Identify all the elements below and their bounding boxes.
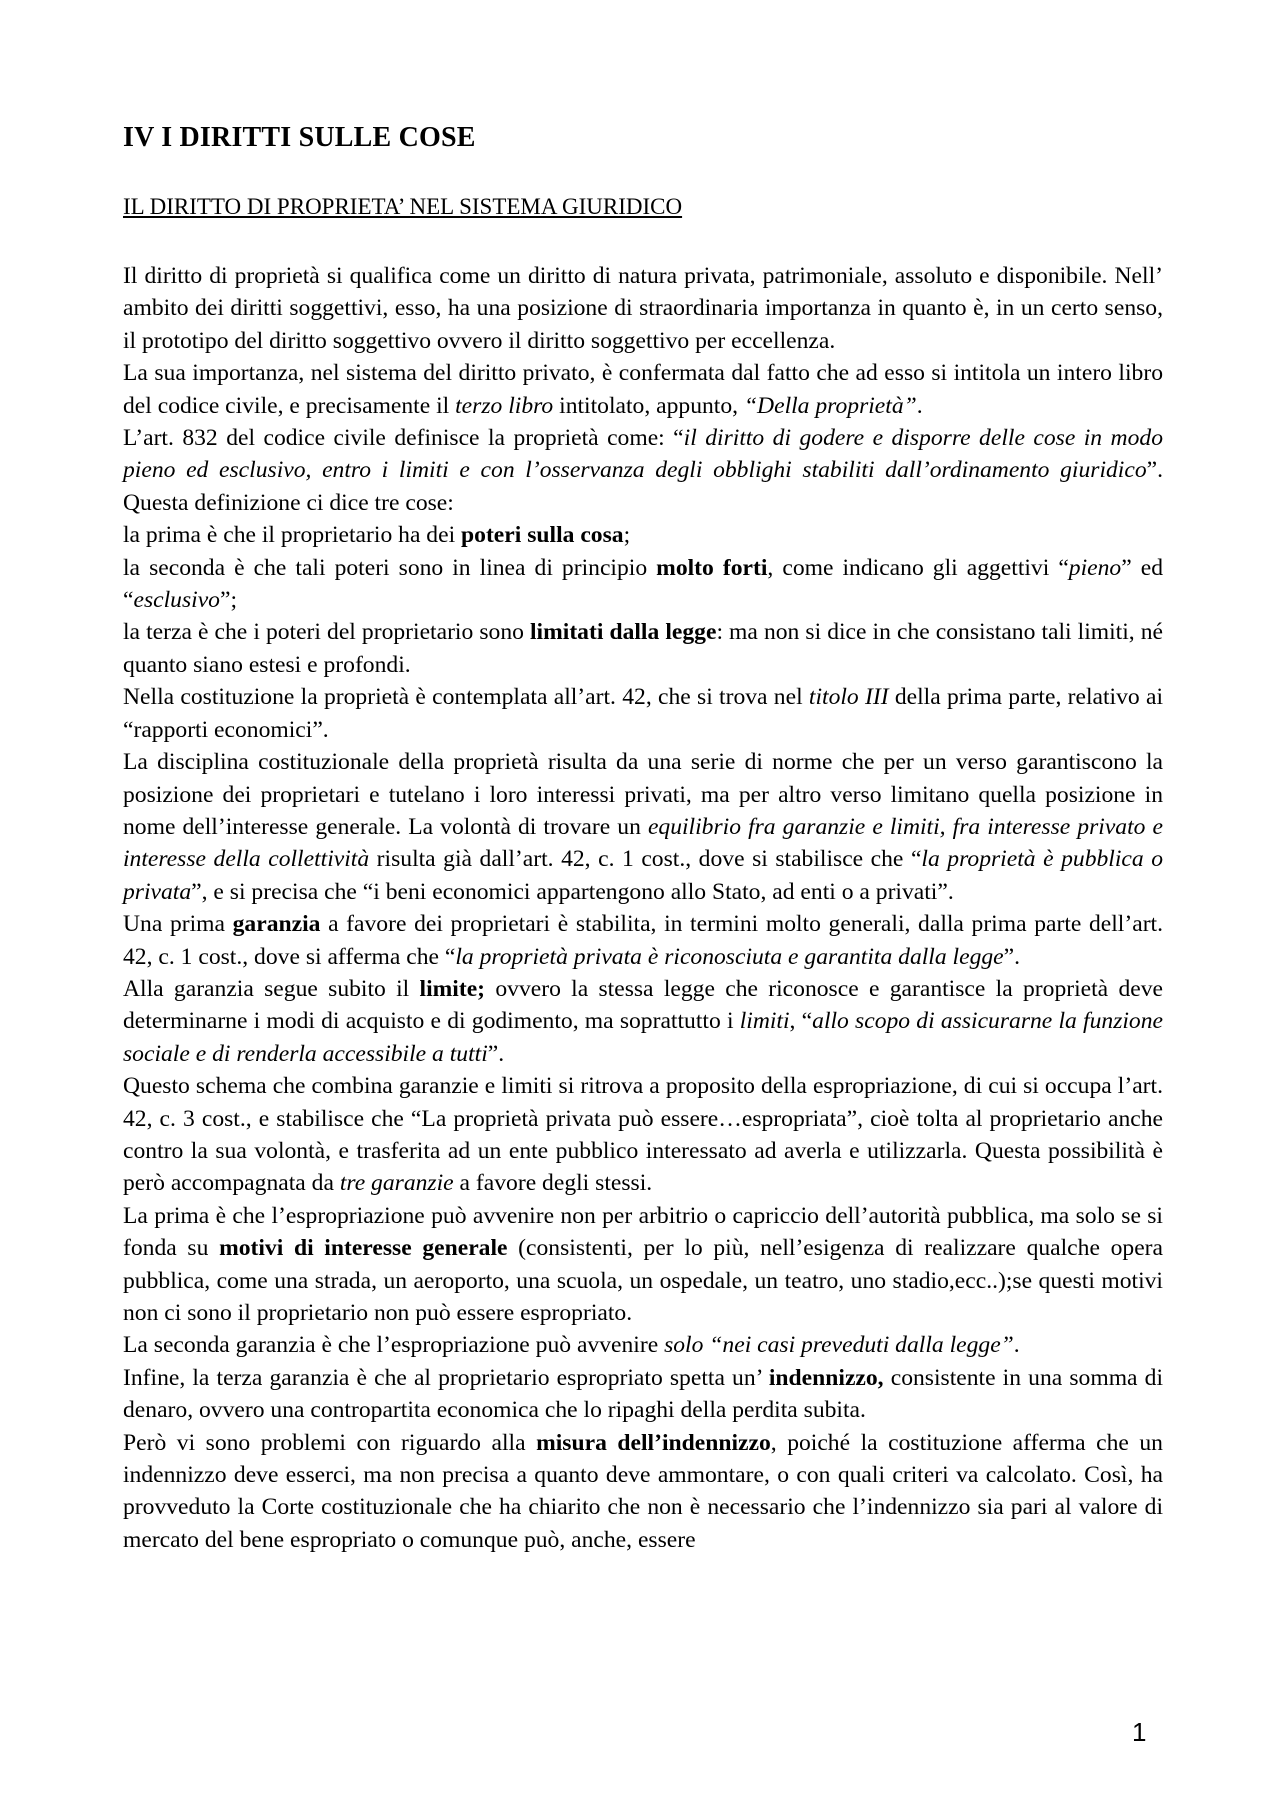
paragraph: [123, 422, 1163, 519]
text-run: ”;: [219, 587, 237, 614]
paragraph: [123, 1070, 1163, 1200]
chapter-title: IV I DIRITTI SULLE COSE: [123, 122, 476, 153]
text-run: la terza è che i poteri del proprietario sono: [123, 619, 530, 646]
text-run: Questo schema che combina garanzie e limiti si ritrova a proposito della espropriazione, di cui si occupa l’art. 42, c. 3 cost., e stabilisce che “La proprietà privata può essere…espropriata”, cioè tolta al proprietario anche contro la sua volontà, e trasferita ad un ente pubblico interessato ad averla e utilizzarla. Questa possibilità è però accompagnata da: [123, 1073, 1163, 1197]
text-run: ”.: [487, 1040, 505, 1067]
text-run: La disciplina costituzionale della proprietà risulta da una serie di norme che per un verso garantiscono la posizione dei proprietari e tutelano i loro interessi privati, ma per altro verso limitano quella posizione in nome dell’interesse generale. La volontà di trovare un: [123, 749, 1163, 840]
italic-text: tre garanzie: [339, 1170, 454, 1197]
paragraph: [123, 519, 1163, 551]
italic-text: equilibrio fra garanzie e limiti, fra interesse privato e interesse della collettività: [123, 813, 1163, 873]
text-run: L’art. 832 del codice civile definisce la proprietà come: “: [123, 425, 684, 452]
italic-text: pieno: [1068, 554, 1122, 581]
paragraph: [123, 1329, 1163, 1361]
bold-text: motivi di interesse generale: [219, 1235, 508, 1262]
bold-text: indennizzo,: [768, 1364, 884, 1391]
bold-text: limitati dalla legge: [530, 619, 717, 646]
text-run: Alla garanzia segue subito il: [123, 975, 420, 1002]
text-run: La seconda garanzia è che l’espropriazione può avvenire: [123, 1332, 665, 1359]
paragraph: [123, 1427, 1163, 1557]
paragraph: [123, 552, 1163, 617]
text-run: Nella costituzione la proprietà è contemplata all’art. 42, che si trova nel: [123, 684, 809, 711]
bold-text: limite;: [419, 975, 486, 1002]
text-run: : ma non si dice in che consistano tali limiti, né quanto siano estesi e profondi.: [123, 619, 1163, 678]
text-run: (consistenti, per lo più, nell’esigenza di realizzare qualche opera pubblica, come una strada, un aeroporto, una scuola, un ospedale, un teatro, uno stadio,ecc..);se questi motivi non ci sono il proprietario non può essere espropriato.: [123, 1235, 1163, 1326]
body-text: [123, 260, 1163, 1556]
paragraph: [123, 908, 1163, 973]
text-run: Infine, la terza garanzia è che al proprietario espropriato spetta un’: [123, 1364, 769, 1391]
page-number: 1: [1132, 1717, 1147, 1747]
text-run: ” ed “: [123, 554, 1164, 614]
bold-text: poteri sulla cosa: [461, 522, 624, 549]
italic-text: “Della proprietà”: [743, 392, 917, 419]
section-heading: IL DIRITTO DI PROPRIETA’ NEL SISTEMA GIURIDICO: [123, 194, 683, 219]
text-run: , “: [789, 1008, 813, 1035]
italic-text: la proprietà privata è riconosciuta e garantita dalla legge: [455, 943, 1004, 970]
text-run: La sua importanza, nel sistema del diritto privato, è confermata dal fatto che ad esso si intitola un intero libro del codice civile, e precisamente il: [123, 360, 1163, 419]
paragraph: [123, 681, 1163, 746]
text-run: Una prima: [123, 911, 233, 938]
text-run: La prima è che l’espropriazione può avvenire non per arbitrio o capriccio dell’autorità pubblica, ma solo se si fonda su: [123, 1202, 1163, 1262]
text-run: risulta già dall’art. 42, c. 1 cost., dove si stabilisce che “: [369, 846, 922, 873]
italic-text: allo scopo di assicurarne la funzione sociale e di renderla accessibile a tutti: [123, 1008, 1163, 1067]
text-run: la prima è che il proprietario ha dei: [123, 522, 462, 549]
bold-text: misura dell’indennizzo: [536, 1429, 771, 1456]
text-run: .: [916, 392, 923, 419]
italic-text: terzo libro: [455, 392, 554, 419]
text-run: intitolato, appunto,: [553, 392, 744, 419]
paragraph: [123, 973, 1163, 1070]
text-run: consistente in una somma di denaro, ovvero una contropartita economica che lo ripaghi della perdita subita.: [123, 1364, 1163, 1424]
italic-text: limiti: [739, 1008, 790, 1035]
text-run: ovvero la stessa legge che riconosce e garantisce la proprietà deve determinarne i modi di acquisto e di godimento, ma soprattutto i: [123, 975, 1163, 1035]
text-run: .: [1013, 1332, 1020, 1359]
page-content: [123, 118, 1163, 1556]
italic-text: solo “nei casi preveduti dalla legge”: [664, 1332, 1014, 1359]
italic-text: titolo III: [808, 684, 889, 711]
text-run: , poiché la costituzione afferma che un indennizzo deve esserci, ma non precisa a quanto deve ammontare, o con quali criteri va calcolato. Così, ha provveduto la Corte costituzionale che ha chiarito che non è necessario che l’indennizzo sia pari al valore di mercato del bene espropriato o comunque può, anche, essere: [123, 1429, 1163, 1553]
bold-text: garanzia: [232, 911, 321, 938]
text-run: della prima parte, relativo ai “rapporti economici”.: [123, 684, 1163, 743]
text-run: a favore dei proprietari è stabilita, in termini molto generali, dalla prima parte dell’art. 42, c. 1 cost., dove si afferma che “: [123, 911, 1164, 970]
text-run: ;: [623, 522, 631, 549]
text-run: ”.: [1003, 943, 1021, 970]
italic-text: esclusivo: [133, 587, 220, 614]
text-run: la seconda è che tali poteri sono in linea di principio: [123, 554, 657, 581]
paragraph: [123, 616, 1163, 681]
bold-text: molto forti: [656, 554, 768, 581]
italic-text: la proprietà è pubblica o privata: [123, 846, 1163, 905]
paragraph: [123, 1362, 1163, 1427]
paragraph: [123, 260, 1163, 357]
text-run: , come indicano gli aggettivi “: [767, 554, 1069, 581]
text-run: a favore degli stessi.: [453, 1170, 653, 1197]
paragraph: [123, 1200, 1163, 1330]
paragraph: [123, 746, 1163, 908]
text-run: ”. Questa definizione ci dice tre cose:: [123, 457, 1163, 516]
italic-text: il diritto di godere e disporre delle cose in modo pieno ed esclusivo, entro i limiti e con l’osservanza degli obblighi stabiliti dall’ordinamento giuridico: [123, 425, 1163, 484]
paragraph: [123, 357, 1163, 422]
text-run: Il diritto di proprietà si qualifica come un diritto di natura privata, patrimoniale, assoluto e disponibile. Nell’ ambito dei diritti soggettivi, esso, ha una posizione di straordinaria importanza in quanto è, in un certo senso, il prototipo del diritto soggettivo ovvero il diritto soggettivo per eccellenza.: [123, 263, 1163, 354]
text-run: ”, e si precisa che “i beni economici appartengono allo Stato, ad enti o a privati”.: [191, 878, 954, 905]
text-run: Però vi sono problemi con riguardo alla: [123, 1429, 537, 1456]
